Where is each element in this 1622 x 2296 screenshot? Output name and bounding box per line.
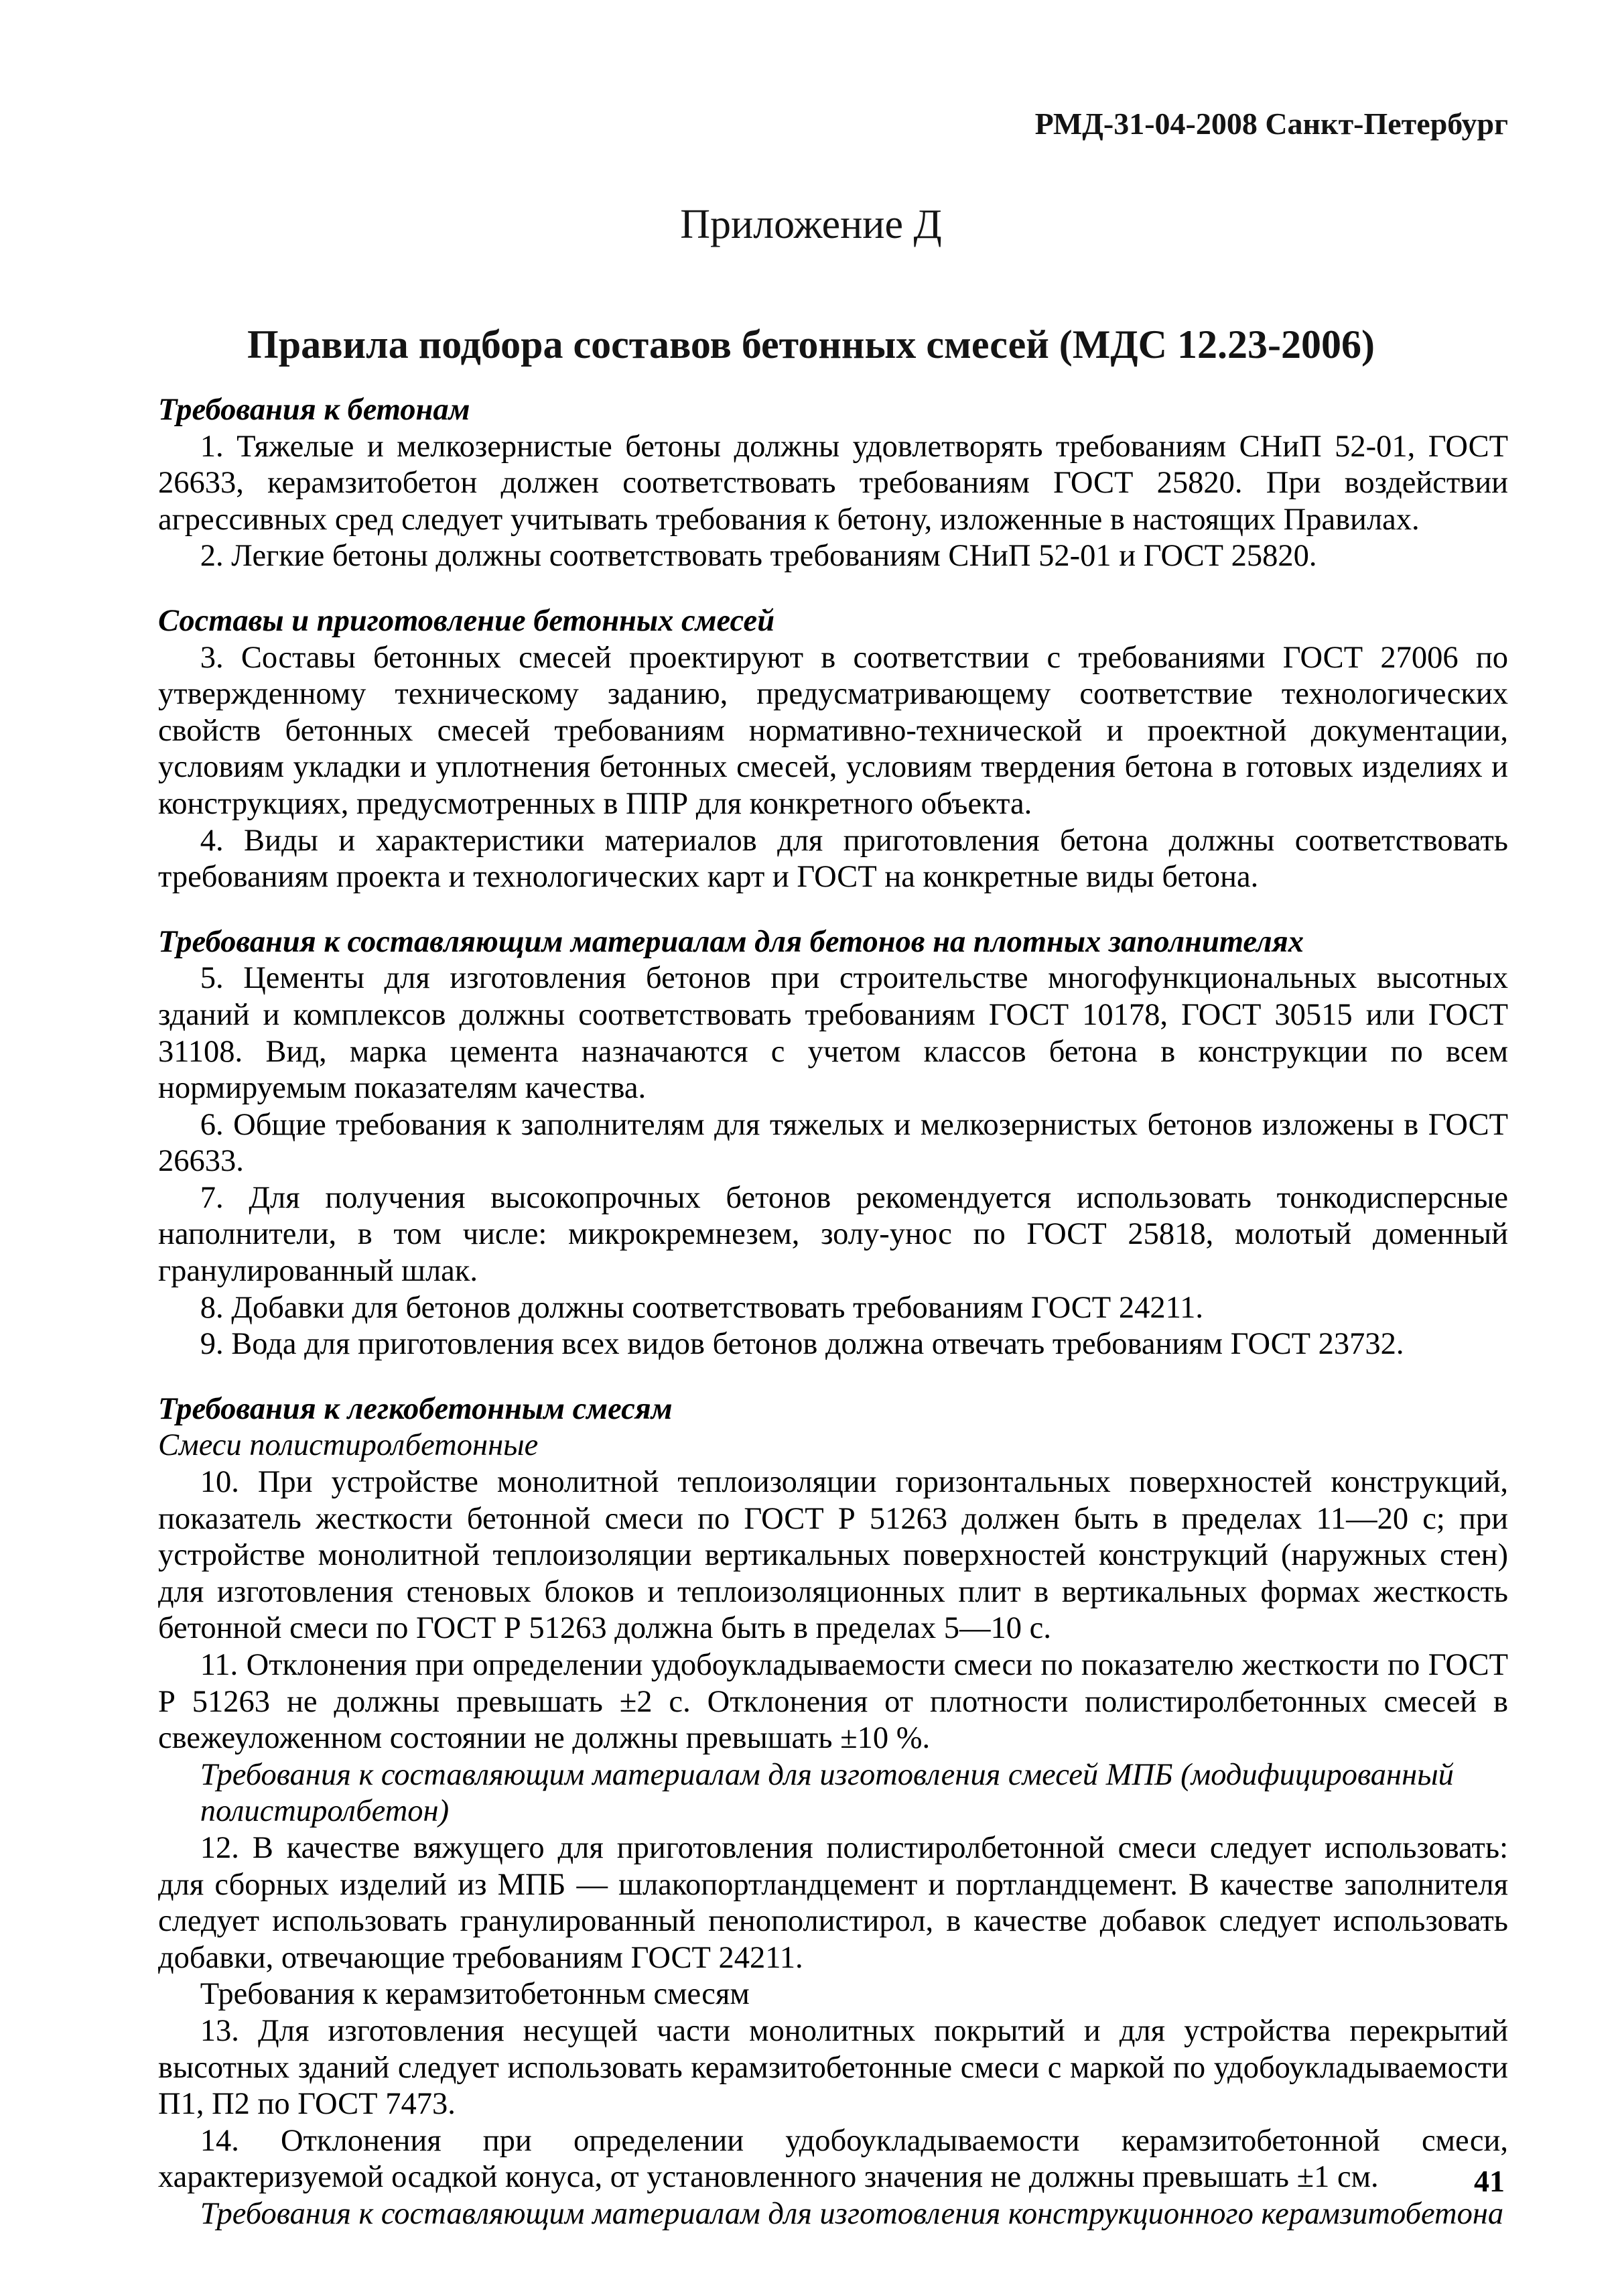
paragraph-8: 8. Добавки для бетонов должны соответствовать требованиям ГОСТ 24211. (200, 1290, 1203, 1325)
spacer (158, 1363, 1508, 1391)
page-number: 41 (1474, 2164, 1505, 2198)
paragraph-2: 2. Легкие бетоны должны соответствовать требованиям СНиП 52-01 и ГОСТ 25820. (200, 539, 1317, 574)
paragraph-11: 11. Отклонения при определении удобоукладываемости смеси по показателю жесткости по ГОСТ Р 51263 не должны превышать ±2 с. Отклонения от плотности полистиролбетонных смесей в свежеуложенном состоянии не должны превышать ±10 %. (158, 1648, 1508, 1756)
paragraph-3: 3. Составы бетонных смесей проектируют в соответствии с требованиями ГОСТ 27006 по утвержденному техническому заданию, предусматривающему соответствие технологических свойств бетонных смесей требованиям нормативно-технической и проектной документации, условиям укладки и уплотнения бетонных смесей, условиям твердения бетона в готовых изделиях и конструкциях, предусмотренных в ППР для конкретного объекта. (158, 640, 1508, 821)
paragraph-5: 5. Цементы для изготовления бетонов при строительстве многофункциональных высотных зданий и комплексов должны соответствовать требованиям ГОСТ 10178, ГОСТ 30515 или ГОСТ 31108. Вид, марка цемента назначаются с учетом классов бетона в конструкции по всем нормируемым показателям качества. (158, 961, 1508, 1106)
section-title-lightweight-mixes: Требования к легкобетонным смесям (158, 1391, 673, 1426)
section-title-mix-composition: Составы и приготовление бетонных смесей (158, 603, 775, 638)
paragraph-9: 9. Вода для приготовления всех видов бетонов должна отвечать требованиям ГОСТ 23732. (200, 1327, 1404, 1362)
paragraph-12: 12. В качестве вяжущего для приготовления полистиролбетонной смеси следует использовать: для сборных изделий из МПБ — шлакопортландцемент и портландцемент. В качестве заполнителя следует использовать гранулированный пенополистирол, в качестве добавок следует использовать добавки, отвечающие требованиям ГОСТ 24211. (158, 1830, 1508, 1975)
paragraph-14: 14. Отклонения при определении удобоукладываемости керамзитобетонной смеси, характеризуемой осадкой конуса, от установленного значения не должны превышать ±1 см. (158, 2123, 1508, 2195)
section-title-concrete-requirements: Требования к бетонам (158, 393, 470, 427)
document-code-header: РМД-31-04-2008 Санкт-Петербург (1034, 107, 1508, 141)
main-title: Правила подбора составов бетонных смесей (МДС 12.23-2006) (247, 322, 1375, 367)
paragraph-13: 13. Для изготовления несущей части монолитных покрытий и для устройства перекрытий высотных зданий следует использовать керамзитобетонные смеси с маркой по удобоукладываемости П1, П2 по ГОСТ 7473. (158, 2013, 1508, 2122)
appendix-title: Приложение Д (680, 202, 942, 247)
paragraph-10: 10. При устройстве монолитной теплоизоляции горизонтальных поверхностей конструкций, показатель жесткости бетонной смеси по ГОСТ Р 51263 должен быть в пределах 11—20 с; при устройстве монолитной теплоизоляции вертикальных поверхностей конструкций (наружных стен) для изготовления стеновых блоков и теплоизоляционных плит в вертикальных формах жесткость бетонной смеси по ГОСТ Р 51263 должна быть в пределах 5—10 с. (158, 1465, 1508, 1646)
paragraph-6: 6. Общие требования к заполнителям для тяжелых и мелкозернистых бетонов изложены в ГОСТ 26633. (158, 1107, 1508, 1179)
subsection-expanded-clay-mixes: Требования к керамзитобетонньм смесям (200, 1977, 750, 2012)
section-title-dense-aggregates: Требования к составляющим материалам для бетонов на плотных заполнителях (158, 924, 1304, 959)
paragraph-4: 4. Виды и характеристики материалов для приготовления бетона должны соответствовать требованиям проекта и технологических карт и ГОСТ на конкретные виды бетона. (158, 823, 1508, 895)
paragraph-7: 7. Для получения высокопрочных бетонов рекомендуется использовать тонкодисперсные наполнители, в том числе: микрокремнезем, золу-унос по ГОСТ 25818, молотый доменный гранулированный шлак. (158, 1180, 1508, 1289)
subsection-polystyrene-concrete: Смеси полистиролбетонные (158, 1428, 539, 1463)
subsection-mpb-materials: Требования к составляющим материалам для изготовления смесей МПБ (модифицированный полистиролбетон) (200, 1757, 1454, 1829)
spacer (158, 896, 1508, 924)
spacer (158, 575, 1508, 603)
paragraph-1: 1. Тяжелые и мелкозернистые бетоны должны удовлетворять требованиям СНиП 52-01, ГОСТ 26633, керамзитобетон должен соответствовать требованиям ГОСТ 25820. При воздействии агрессивных сред следует учитывать требования к бетону, изложенные в настоящих Правилах. (158, 429, 1508, 537)
document-body (158, 392, 1508, 2233)
subsection-expanded-clay-materials: Требования к составляющим материалам для изготовления конструкционного керамзитобетона (200, 2196, 1504, 2231)
